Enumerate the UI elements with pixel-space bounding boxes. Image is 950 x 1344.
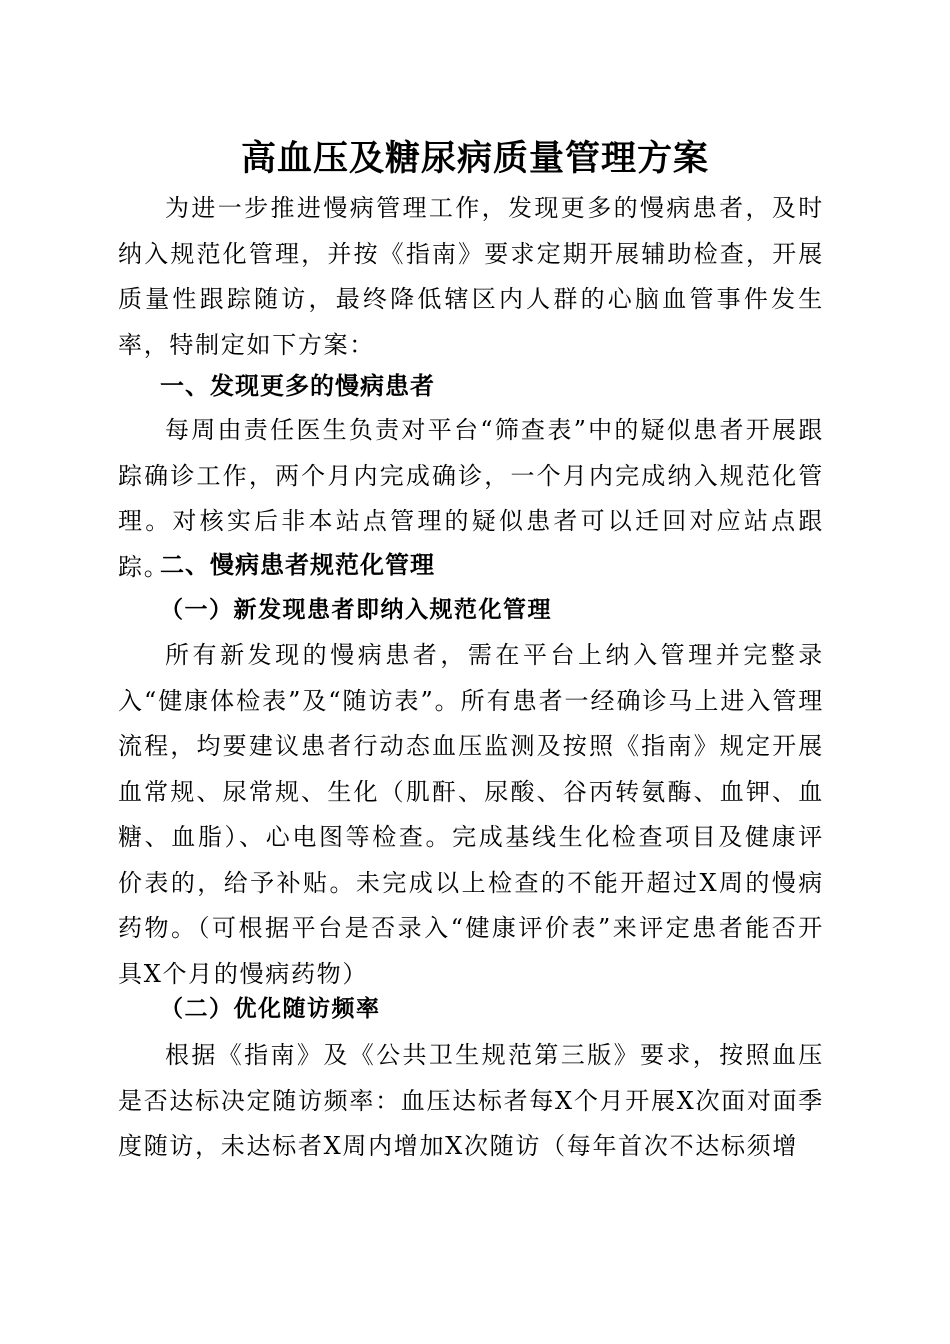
section-2-1-heading: （一）新发现患者即纳入规范化管理 xyxy=(160,596,552,623)
section-2-heading: 二、慢病患者规范化管理 xyxy=(160,551,435,579)
section-2-1-paragraph: 所有新发现的慢病患者，需在平台上纳入管理并完整录入“健康体检表”及“随访表”。所有患者一经确诊马上进入管理流程，均要建议患者行动态血压监测及按照《指南》规定开展血常规、尿常规、生化（肌酐、尿酸、谷丙转氨酶、血钾、血糖、血脂）、心电图等检查。完成基线生化检查项目及健康评价表的，给予补贴。未完成以上检查的不能开超过X周的慢病药物。（可根据平台是否录入“健康评价表”来评定患者能否开具X个月的慢病药物） xyxy=(118,641,824,988)
intro-paragraph: 为进一步推进慢病管理工作，发现更多的慢病患者，及时纳入规范化管理，并按《指南》要求定期开展辅助检查，开展质量性跟踪随访，最终降低辖区内人群的心脑血管事件发生率，特制定如下方案： xyxy=(118,194,824,359)
section-1-heading: 一、发现更多的慢病患者 xyxy=(160,372,435,400)
section-2-2-heading: （二）优化随访频率 xyxy=(160,995,381,1022)
section-2-2-paragraph: 根据《指南》及《公共卫生规范第三版》要求，按照血压是否达标决定随访频率：血压达标者每X个月开展X次面对面季度随访，未达标者X周内增加X次随访（每年首次不达标须增 xyxy=(118,1041,824,1160)
section-1-paragraph: 每周由责任医生负责对平台“筛查表”中的疑似患者开展跟踪确诊工作，两个月内完成确诊，一个月内完成纳入规范化管理。对核实后非本站点管理的疑似患者可以迁回对应站点跟踪。 xyxy=(118,416,824,581)
document-title: 高血压及糖尿病质量管理方案 xyxy=(240,138,709,179)
